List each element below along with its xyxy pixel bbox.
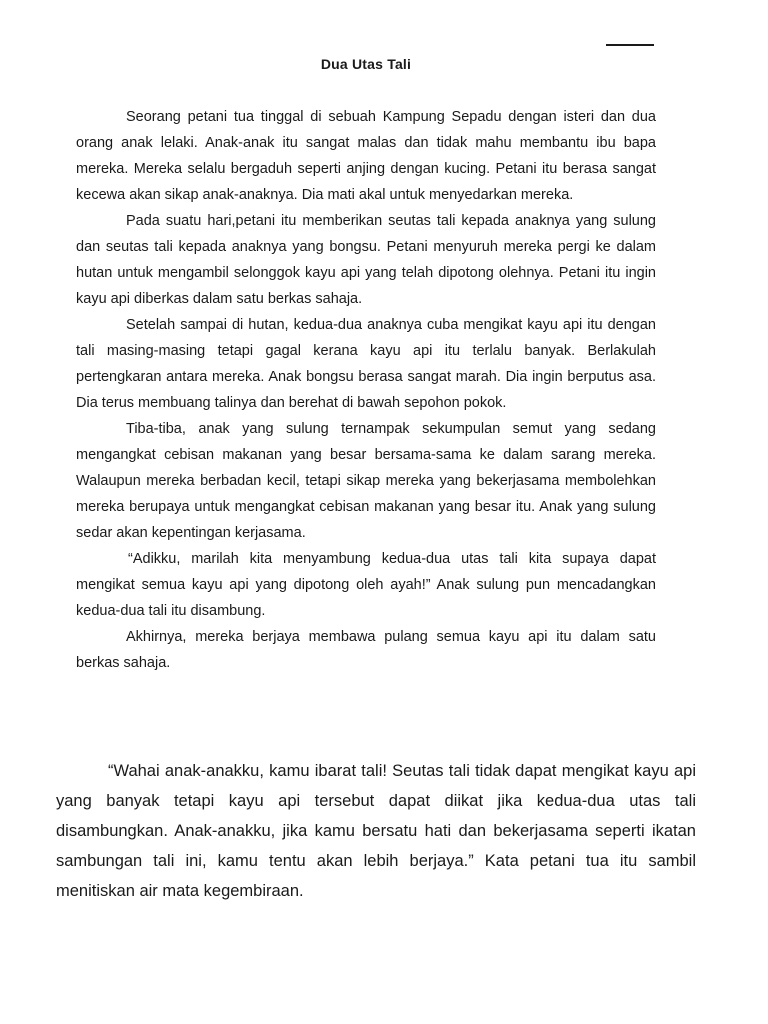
- closing-block: [56, 756, 696, 906]
- document-title: Dua Utas Tali: [320, 56, 412, 72]
- paragraph-6: Akhirnya, mereka berjaya membawa pulang semua kayu api itu dalam satu berkas sahaja.: [76, 629, 656, 671]
- paragraph-1: Seorang petani tua tinggal di sebuah Kampung Sepadu dengan isteri dan dua orang anak lelaki. Anak-anak itu sangat malas dan tidak mahu membantu ibu bapa mereka. Mereka selalu bergaduh seperti anjing dengan kucing. Petani itu berasa sangat kecewa akan sikap anak-anaknya. Dia mati akal untuk menyedarkan mereka.: [76, 109, 656, 203]
- paragraph-5: “Adikku, marilah kita menyambung kedua-dua utas tali kita supaya dapat mengikat semua kayu api yang dipotong oleh ayah!” Anak sulung pun mencadangkan kedua-dua tali itu disambung.: [76, 551, 656, 619]
- paragraph-4: Tiba-tiba, anak yang sulung ternampak sekumpulan semut yang sedang mengangkat cebisan makanan yang besar bersama-sama ke dalam sarang mereka. Walaupun mereka berbadan kecil, tetapi sikap mereka yang bekerjasama membolehkan mereka berupaya untuk mengangkat cebisan makanan yang besar itu. Anak yang sulung sedar akan kepentingan kerjasama.: [76, 421, 656, 541]
- paragraph-3: Setelah sampai di hutan, kedua-dua anaknya cuba mengikat kayu api itu dengan tali masing-masing tetapi gagal kerana kayu api itu terlalu banyak. Berlakulah pertengkaran antara mereka. Anak bongsu berasa sangat marah. Dia ingin berputus asa. Dia terus membuang talinya dan berehat di bawah sepohon pokok.: [76, 317, 656, 411]
- top-rule: [606, 44, 654, 46]
- paragraph-2: Pada suatu hari,petani itu memberikan seutas tali kepada anaknya yang sulung dan seutas tali kepada anaknya yang bongsu. Petani menyuruh mereka pergi ke dalam hutan untuk mengambil selonggok kayu api yang telah dipotong olehnya. Petani itu ingin kayu api diberkas dalam satu berkas sahaja.: [76, 213, 656, 307]
- closing-paragraph: “Wahai anak-anakku, kamu ibarat tali! Seutas tali tidak dapat mengikat kayu api yang banyak tetapi kayu api tersebut dapat diikat jika kedua-dua utas tali disambungkan. Anak-anakku, jika kamu bersatu hati dan bekerjasama seperti ikatan sambungan tali ini, kamu tentu akan lebih berjaya.” Kata petani tua itu sambil menitiskan air mata kegembiraan.: [56, 762, 696, 900]
- story-body: [76, 104, 656, 676]
